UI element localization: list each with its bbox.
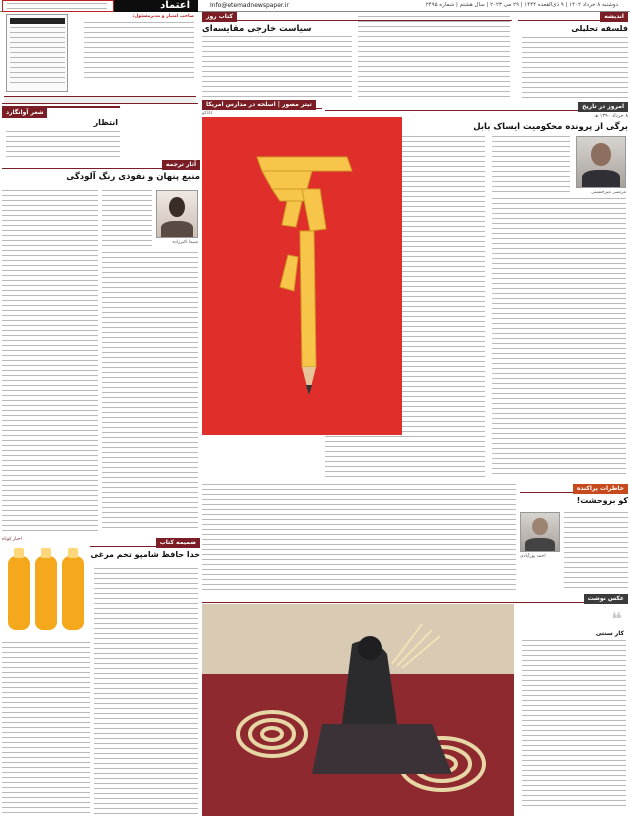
photo-caption-title: کار سنتی (595, 630, 624, 637)
philosophy-column (518, 12, 628, 100)
poem-column (2, 106, 120, 158)
supplement-tag: ضمیمه کتاب (156, 538, 200, 548)
logo-mark (114, 0, 198, 12)
photo-caption (520, 608, 626, 814)
history-date: ۸ خرداد ۱۳۹۰ ه‍. (593, 113, 628, 119)
history-title[interactable]: برگی از پرونده محکومیت ایساک بابل (473, 121, 628, 132)
shampoo-bottles-photo[interactable] (2, 542, 90, 638)
header-email[interactable]: Info@etemadnewspaper.ir (210, 2, 289, 9)
memoir-title[interactable]: کو بروحشت! (576, 496, 628, 505)
history-author: مرتضی میرحسینی (591, 190, 626, 195)
translation-author-photo (156, 190, 198, 238)
gun-tag: تیتر مصور | اسلحه در مدارس امریکا (202, 100, 316, 110)
book-tag: کتاب روز (202, 12, 237, 22)
memoir-author: احمد پورآبادی (520, 554, 546, 559)
poem-tag: شعر آوانگارد (2, 108, 47, 118)
translation-tag: آثار ترجمه (162, 160, 200, 170)
logo-text: اعتماد (160, 0, 190, 11)
book-title[interactable]: سیاست خارجی مقایسه‌ای (202, 24, 312, 34)
editor-label: صاحب امتیاز و مدیرمسئول: (132, 14, 194, 19)
weaving-photo[interactable] (202, 604, 514, 816)
supplement-title[interactable]: خدا حافظ شامپو تخم مرغی (90, 550, 200, 559)
supplement-column (2, 538, 200, 818)
history-author-photo (576, 136, 626, 188)
quote-icon: ❝ (611, 609, 622, 630)
book-column (202, 12, 512, 100)
gun-illustration[interactable] (202, 117, 402, 435)
memoir-tag: خاطرات پراکنده (573, 484, 628, 494)
supplement-subtag: اخبار کوتاه (2, 537, 22, 542)
mini-front-page[interactable] (6, 14, 68, 92)
translation-column (2, 160, 200, 536)
memoir-author-photo (520, 512, 560, 552)
header-date-line: دوشنبه ۸ خرداد ۱۴۰۲ | ۹ ذی‌القعده ۱۴۴۴ | ۲۹ می ۲۰۲۳ | سال هشتم | شماره ۲۴۹۵ (425, 2, 618, 8)
memoir-column (520, 484, 628, 592)
translation-title[interactable]: منبع پنهان و نفوذی رنگ آلودگی (66, 172, 200, 182)
rifle-pencil-icon (202, 117, 402, 435)
philosophy-title[interactable]: فلسفه تحلیلی (571, 24, 628, 33)
translation-author: شیما اکبرزاده (172, 240, 198, 245)
mid-text-block (202, 484, 516, 592)
credits-panel (2, 12, 198, 104)
photo-section (202, 594, 628, 818)
history-tag: امروز در تاریخ (578, 102, 628, 112)
photo-tag: عکس نوشت (584, 594, 628, 604)
weaving-woman-icon (202, 604, 514, 816)
gun-credit: کاتاکو (202, 111, 213, 116)
poem-title[interactable]: انتظار (93, 118, 118, 127)
credits-box (2, 0, 114, 12)
philosophy-tag: اندیشه (600, 12, 628, 22)
bottle-icon (2, 542, 90, 638)
